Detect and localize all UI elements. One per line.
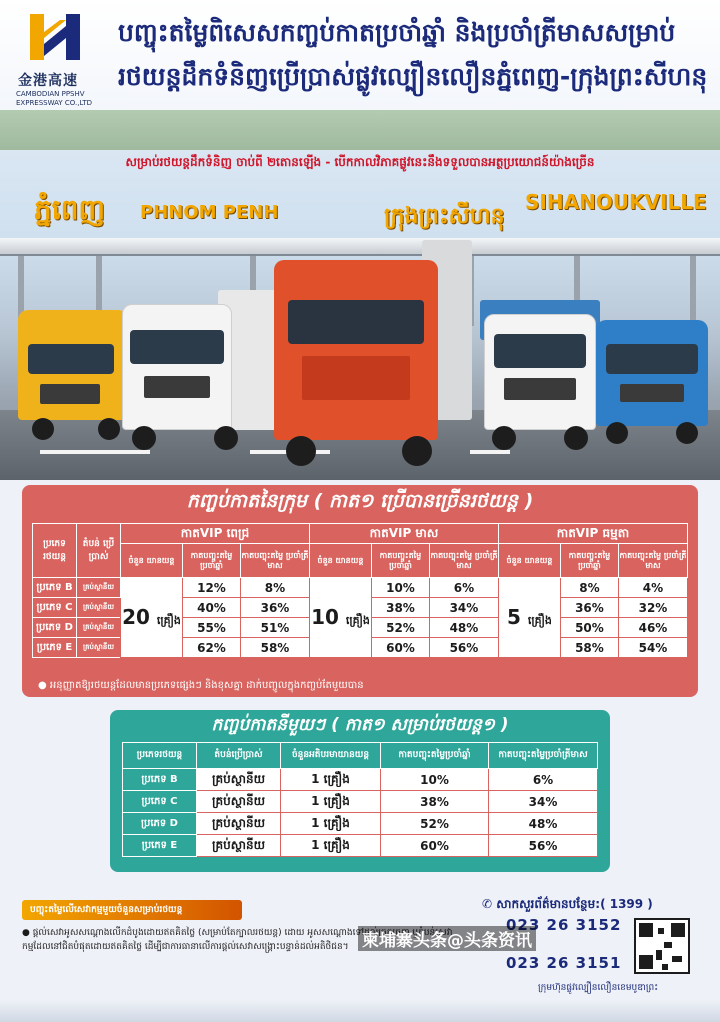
blue-truck-icon [596, 320, 708, 446]
normal-count: 5 គ្រឿង [498, 578, 560, 658]
lane-marking [40, 450, 150, 454]
tier-gold-header: កាតVIP មាស [309, 524, 498, 544]
hero-image [0, 110, 720, 480]
yellow-truck-icon [18, 310, 128, 440]
city-right-english: SIHANOUKVILLE [525, 190, 707, 214]
gold-count: 10 គ្រឿង [309, 578, 371, 658]
group-package-card [22, 485, 698, 697]
table-row: ប្រភេទ E គ្រប់ស្ថានីយ 62% 58% 60% 56% 58% 54% [33, 638, 688, 658]
group-package-title: កញ្ចប់កាតនៃក្រុម ( កាត១ ប្រើបានច្រើនរថយន្ត ) [186, 490, 534, 512]
col-quarter: កាតបញ្ចុះតម្លៃ ប្រចាំត្រីមាស [429, 544, 498, 578]
watermark: 柬埔寨头条@头条资讯 [358, 926, 536, 951]
tier-normal-header: កាតVIP ធម្មតា [498, 524, 687, 544]
table-row: ប្រភេទ D គ្រប់ស្ថានីយ 1 គ្រឿង 52% 48% [123, 813, 598, 835]
toll-pillar [690, 256, 696, 326]
red-truck-icon [266, 240, 476, 470]
phone-number-2[interactable]: 023 26 3151 [506, 954, 622, 972]
col-year: កាតបញ្ចុះតម្លៃ ប្រចាំឆ្នាំ [371, 544, 429, 578]
table-row: ប្រភេទ D គ្រប់ស្ថានីយ 55% 51% 52% 48% 50% 46% [33, 618, 688, 638]
group-package-table [32, 523, 688, 658]
col-year: កាតបញ្ចុះតម្លៃ ប្រចាំឆ្នាំ [560, 544, 618, 578]
table-row: ប្រភេទ B គ្រប់ស្ថានីយ 20 គ្រឿង 12% 8% 10 គ្រឿង 10% 6% 5 គ្រឿង 8% 4% [33, 578, 688, 598]
single-package-table: ប្រភេទរថយន្ត តំបន់ប្រើប្រាស់ ចំនួនអតិបរមាយានយន្ត កាតបញ្ចុះតម្លៃប្រចាំឆ្នាំ កាតបញ្ចុះតម្លៃប្រចាំត្រីមាស ប្រភេទ B គ្រប់ស្ថានីយ 1 គ្រឿង 10% 6% ប្រភេទ C គ្រប់ស្ថានីយ 1 គ្រឿង 38% 34% ប្រភេទ D គ្រប់ស្ថានីយ 1 គ្រឿង 52% 48% ប្រភេទ E គ្រប់ស្ថានីយ 1 គ្រឿង 60% 56% [122, 742, 598, 857]
phone-number-1[interactable]: 023 26 3152 [506, 916, 622, 934]
table-row: ប្រភេទ C គ្រប់ស្ថានីយ 40% 36% 38% 34% 36% 32% [33, 598, 688, 618]
lane-marking [470, 450, 510, 454]
col-usage-zone: តំបន់ ប្រើប្រាស់ [77, 524, 121, 578]
bottom-strip [0, 1000, 720, 1022]
logo-chinese-name: 金港高速 [18, 73, 78, 89]
logo-english-name: CAMBODIAN PPSHV EXPRESSWAY CO.,LTD [16, 90, 93, 107]
hills-background [0, 110, 720, 150]
table-row: ប្រភេទ B គ្រប់ស្ថានីយ 1 គ្រឿង 10% 6% [123, 769, 598, 791]
phone-icon: ✆ [482, 897, 493, 911]
white-truck-icon [480, 300, 600, 450]
diamond-count: 20 គ្រឿង [121, 578, 183, 658]
col-count: ចំនួន យានយន្ត [309, 544, 371, 578]
company-logo-icon [30, 14, 80, 60]
company-footer: ក្រុមហ៊ុនផ្លូវល្បឿនលឿនខេមបូឌាព្រះ [538, 983, 659, 993]
white-truck-icon [118, 290, 278, 450]
group-package-note: ● អនុញ្ញាតឱ្យរថយន្តដែលមានប្រភេទផ្សេងៗ និងខុសគ្នា ដាក់បញ្ចូលក្នុងកញ្ចប់តែមួយបាន [38, 680, 364, 691]
single-package-card [110, 710, 610, 872]
col-quarter: កាតបញ្ចុះតម្លៃ ប្រចាំត្រីមាស [240, 544, 309, 578]
col-year: កាតបញ្ចុះតម្លៃ ប្រចាំឆ្នាំ [183, 544, 241, 578]
col-quarter: កាតបញ្ចុះតម្លៃ ប្រចាំត្រីមាស [618, 544, 687, 578]
service-description: ● ផ្តល់សេវាអូសសណ្តោងលើកដំបូងដោយឥតគិតថ្លៃ (សម្រាប់តែក្បាលរថយន្ត) ដោយ អូសសណ្តោងទៅដល់ច្រកចេញ ឬតំបន់សេវាកម្មដែលនៅជិតបំផុតដោយឥតគិតថ្លៃ ដើម្បីជាការធានាលើការផ្តល់សេវាសង្គ្រោះបន្ទាន់ដល់អតិថិជន។ [22, 928, 453, 952]
col-count: ចំនួន យានយន្ត [498, 544, 560, 578]
hero-subtitle: សម្រាប់រថយន្តដឹកទំនិញ ចាប់ពី ២តោនឡើង - បើកកាលវិភាគផ្លូវនេះនឹងទទួលបានអត្ថប្រយោជន៍យ៉ាងច្រើន [125, 155, 595, 169]
col-count: ចំនួន យានយន្ត [121, 544, 183, 578]
hotline-label: ✆ សាកសួរព័ត៌មានបន្ថែម:( 1399 ) [482, 897, 653, 911]
table-row: ប្រភេទ C គ្រប់ស្ថានីយ 1 គ្រឿង 38% 34% [123, 791, 598, 813]
city-left-english: PHNOM PENH [140, 202, 279, 223]
page-title-line-1: បញ្ចុះតម្លៃពិសេសកញ្ចប់កាតប្រចាំឆ្នាំ និងប្រចាំត្រីមាសសម្រាប់ [118, 18, 676, 47]
service-discount-banner: បញ្ចុះតម្លៃលើសេវាកម្មមួយចំនួនសម្រាប់រថយន្ត [22, 900, 242, 920]
col-vehicle-type: ប្រភេទ រថយន្ត [33, 524, 77, 578]
table-row: ប្រភេទ E គ្រប់ស្ថានីយ 1 គ្រឿង 60% 56% [123, 835, 598, 857]
tier-diamond-header: កាតVIP ពេជ្រ [121, 524, 310, 544]
page-header [0, 0, 720, 110]
single-package-title: កញ្ចប់កាតនីមួយៗ ( កាត១ សម្រាប់រថយន្ត១ ) [211, 715, 509, 735]
city-right-khmer: ក្រុងព្រះសីហនុ [384, 204, 505, 229]
page-title-line-2: រថយន្តដឹកទំនិញប្រើប្រាស់ផ្លូវល្បឿនលឿនភ្នំពេញ-ក្រុងព្រះសីហនុ [118, 62, 708, 91]
qr-code-icon[interactable] [634, 918, 690, 974]
city-left-khmer: ភ្នំពេញ [34, 193, 106, 226]
